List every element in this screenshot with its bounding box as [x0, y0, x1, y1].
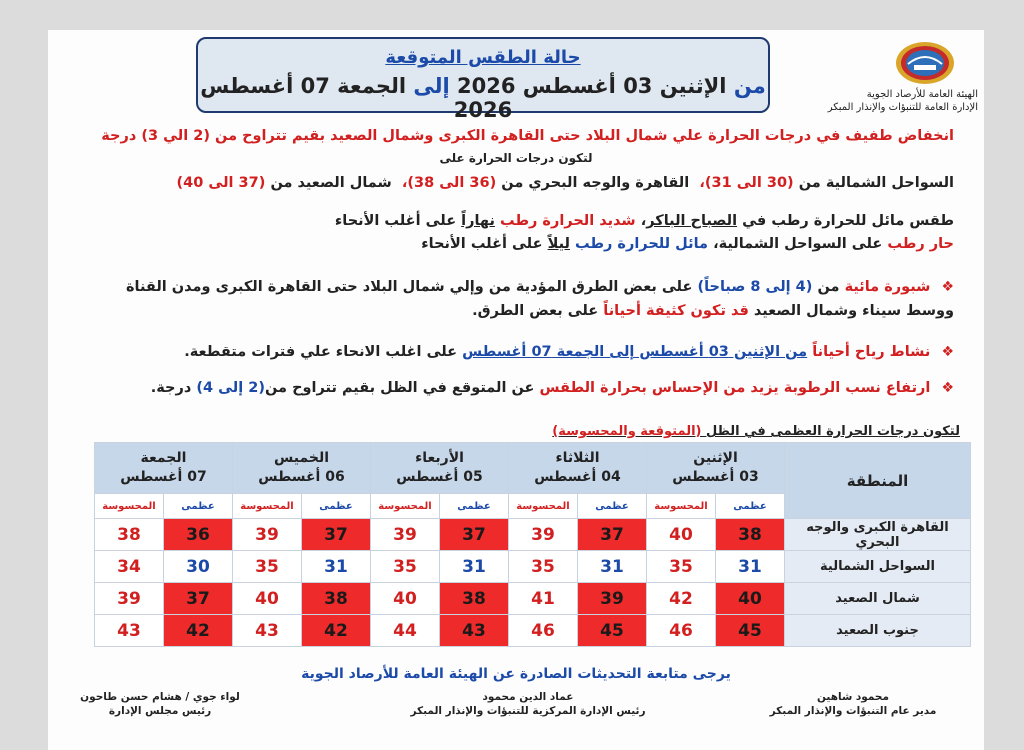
max-temp-cell: 37 — [164, 583, 233, 615]
temperatures-intro: لتكون درجات الحرارة على — [439, 151, 593, 165]
max-temp-cell: 38 — [440, 583, 509, 615]
day-header — [371, 443, 509, 494]
feels-like-temp-cell: 39 — [509, 519, 578, 551]
day-header — [647, 443, 785, 494]
feels-like-temp-cell: 46 — [647, 615, 716, 647]
feels-like-column-header: المحسوسة — [509, 494, 578, 519]
region-ranges-line: السواحل الشمالية من (30 الى 31)، القاهرة والوجه البحري من (36 الى 38)، شمال الصعيد من (37 الى 40) — [176, 175, 954, 191]
table-row — [95, 615, 971, 647]
day-name: الأربعاء — [415, 450, 464, 466]
max-column-header: عظمى — [440, 494, 509, 519]
table-row — [95, 551, 971, 583]
feels-like-temp-cell: 43 — [95, 615, 164, 647]
weather-day-line: طقس مائل للحرارة رطب في الصباح الباكر، شديد الحرارة رطب نهاراً على أغلب الأنحاء — [334, 213, 954, 229]
max-temp-cell: 39 — [578, 583, 647, 615]
follow-updates-note: يرجى متابعة التحديثات الصادرة عن الهيئة العامة للأرصاد الجوية — [301, 666, 731, 682]
title-box — [196, 37, 770, 122]
region-name: القاهرة الكبرى والوجه البحري — [785, 519, 971, 551]
max-temp-cell: 42 — [164, 615, 233, 647]
max-column-header: عظمى — [164, 494, 233, 519]
signature-chairman: لواء جوي / هشام حسن طاحون رئيس مجلس الإدارة — [80, 691, 240, 717]
day-date: 07 أغسطس — [120, 469, 207, 485]
max-temp-cell: 31 — [440, 551, 509, 583]
feels-like-temp-cell: 35 — [233, 551, 302, 583]
max-temp-cell: 31 — [716, 551, 785, 583]
day-date: 05 أغسطس — [396, 469, 483, 485]
feels-like-column-header: المحسوسة — [95, 494, 164, 519]
max-temp-cell: 38 — [302, 583, 371, 615]
feels-like-temp-cell: 43 — [233, 615, 302, 647]
feels-like-temp-cell: 44 — [371, 615, 440, 647]
feels-like-temp-cell: 39 — [233, 519, 302, 551]
max-temp-cell: 36 — [164, 519, 233, 551]
temperature-table — [94, 442, 971, 647]
day-header — [233, 443, 371, 494]
day-date: 04 أغسطس — [534, 469, 621, 485]
signature-central-director: عماد الدين محمود رئيس الإدارة المركزية للتنبؤات والإنذار المبكر — [410, 691, 646, 717]
max-temp-cell: 38 — [716, 519, 785, 551]
max-temp-cell: 31 — [302, 551, 371, 583]
feels-like-temp-cell: 38 — [95, 519, 164, 551]
max-temp-cell: 37 — [302, 519, 371, 551]
day-date: 06 أغسطس — [258, 469, 345, 485]
day-header — [95, 443, 233, 494]
feels-like-temp-cell: 35 — [371, 551, 440, 583]
wind-line: ❖ نشاط رياح أحياناً من الإثنين 03 أغسطس إلى الجمعة 07 أغسطس على اغلب الانحاء علي فترات متقطعة. — [184, 344, 954, 360]
feels-like-temp-cell: 41 — [509, 583, 578, 615]
humidity-line: ❖ ارتفاع نسب الرطوبة يزيد من الإحساس بحرارة الطقس عن المتوقع في الظل بقيم تتراوح من(2 إلى 4) درجة. — [150, 380, 954, 396]
max-temp-cell: 37 — [578, 519, 647, 551]
table-row — [95, 519, 971, 551]
max-temp-cell: 43 — [440, 615, 509, 647]
table-row — [95, 583, 971, 615]
region-name: شمال الصعيد — [785, 583, 971, 615]
max-column-header: عظمى — [716, 494, 785, 519]
max-temp-cell: 42 — [302, 615, 371, 647]
period-line: من الإثنين 03 أغسطس 2026 إلى الجمعة 07 أغسطس 2026 — [200, 74, 766, 122]
feels-like-temp-cell: 40 — [647, 519, 716, 551]
max-temp-cell: 37 — [440, 519, 509, 551]
organization-name: الهيئة العامة للأرصاد الجوية الإدارة العامة للتنبؤات والإنذار المبكر — [827, 89, 978, 113]
temperature-drop-line: انخفاض طفيف في درجات الحرارة علي شمال البلاد حتى القاهرة الكبرى وشمال الصعيد بقيم تتراوح من (2 الي 3) درجة — [101, 128, 954, 144]
feels-like-temp-cell: 39 — [95, 583, 164, 615]
feels-like-column-header: المحسوسة — [371, 494, 440, 519]
max-temp-cell: 30 — [164, 551, 233, 583]
page-title: حالة الطقس المتوقعة — [385, 47, 581, 68]
diamond-bullet-icon: ❖ — [941, 344, 954, 360]
max-temp-cell: 40 — [716, 583, 785, 615]
signature-general-manager: محمود شاهين مدير عام التنبؤات والإنذار المبكر — [769, 691, 937, 717]
feels-like-temp-cell: 46 — [509, 615, 578, 647]
day-name: الثلاثاء — [555, 450, 600, 466]
max-temp-cell: 31 — [578, 551, 647, 583]
table-title: لتكون درجات الحرارة العظمى في الظل (المتوقعة والمحسوسة) — [552, 424, 960, 439]
feels-like-column-header: المحسوسة — [647, 494, 716, 519]
day-header — [509, 443, 647, 494]
feels-like-temp-cell: 35 — [509, 551, 578, 583]
diamond-bullet-icon: ❖ — [941, 380, 954, 396]
feels-like-temp-cell: 40 — [371, 583, 440, 615]
region-name: جنوب الصعيد — [785, 615, 971, 647]
fog-line-2: ووسط سيناء وشمال الصعيد قد تكون كثيفة أحياناً على بعض الطرق. — [472, 303, 954, 319]
max-temp-cell: 45 — [578, 615, 647, 647]
day-name: الجمعة — [140, 450, 187, 466]
feels-like-column-header: المحسوسة — [233, 494, 302, 519]
max-column-header: عظمى — [302, 494, 371, 519]
feels-like-temp-cell: 35 — [647, 551, 716, 583]
region-column-header: المنطقة — [785, 443, 971, 519]
max-temp-cell: 45 — [716, 615, 785, 647]
max-column-header: عظمى — [578, 494, 647, 519]
meteorological-authority-logo — [894, 40, 956, 86]
feels-like-temp-cell: 39 — [371, 519, 440, 551]
region-name: السواحل الشمالية — [785, 551, 971, 583]
day-name: الخميس — [273, 450, 330, 466]
weather-night-line: حار رطب على السواحل الشمالية، مائل للحرارة رطب ليلاً على أغلب الأنحاء — [421, 236, 954, 252]
day-name: الإثنين — [693, 450, 738, 466]
feels-like-temp-cell: 42 — [647, 583, 716, 615]
feels-like-temp-cell: 34 — [95, 551, 164, 583]
feels-like-temp-cell: 40 — [233, 583, 302, 615]
diamond-bullet-icon: ❖ — [941, 279, 954, 295]
forecast-page — [48, 30, 984, 750]
day-date: 03 أغسطس — [672, 469, 759, 485]
fog-line: ❖ شبورة مائية من (4 إلى 8 صباحاً) على بعض الطرق المؤدية من وإلي شمال البلاد حتى القاهرة الكبرى ومدن القناة — [125, 279, 954, 295]
